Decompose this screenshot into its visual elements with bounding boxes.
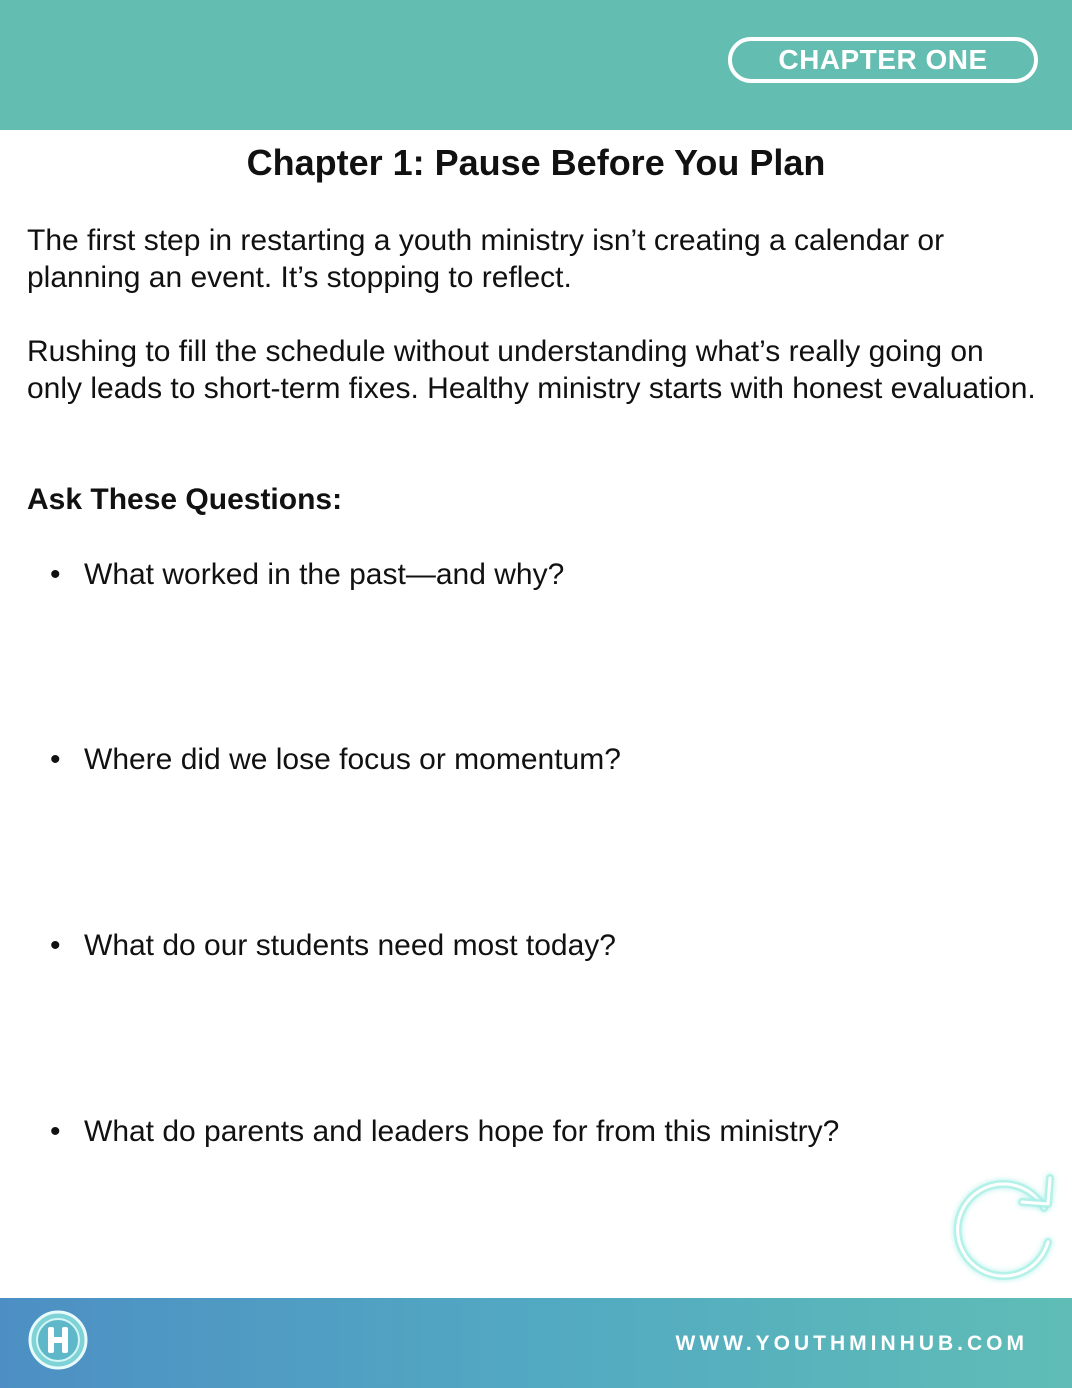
chapter-badge: CHAPTER ONE bbox=[728, 37, 1038, 83]
intro-paragraph: The first step in restarting a youth ministry isn’t creating a calendar or planning an event. It’s stopping to reflect. bbox=[27, 224, 945, 294]
question-text: Where did we lose focus or momentum? bbox=[84, 743, 621, 776]
bullet-icon: • bbox=[50, 929, 61, 962]
question-item bbox=[50, 741, 621, 778]
header-bar bbox=[0, 0, 1072, 130]
question-text: What worked in the past—and why? bbox=[84, 558, 565, 591]
question-item bbox=[50, 556, 564, 593]
questions-heading: Ask These Questions: bbox=[27, 483, 343, 516]
bullet-icon: • bbox=[50, 743, 61, 776]
question-text: What do parents and leaders hope for from this ministry? bbox=[84, 1115, 840, 1148]
bullet-icon: • bbox=[50, 1115, 61, 1148]
bullet-icon: • bbox=[50, 558, 61, 591]
page-title: Chapter 1: Pause Before You Plan bbox=[246, 142, 826, 183]
question-item bbox=[50, 1113, 839, 1150]
question-text: What do our students need most today? bbox=[84, 929, 616, 962]
question-item bbox=[50, 927, 616, 964]
body-paragraph: Rushing to fill the schedule without understanding what’s really going on only leads to short-term fixes. Healthy ministry starts with honest evaluation. bbox=[27, 335, 1036, 405]
refresh-circle-icon bbox=[944, 1168, 1060, 1284]
footer-url[interactable]: WWW.YOUTHMINHUB.COM bbox=[675, 1332, 1028, 1355]
youthminhub-h-logo-icon bbox=[28, 1310, 88, 1370]
